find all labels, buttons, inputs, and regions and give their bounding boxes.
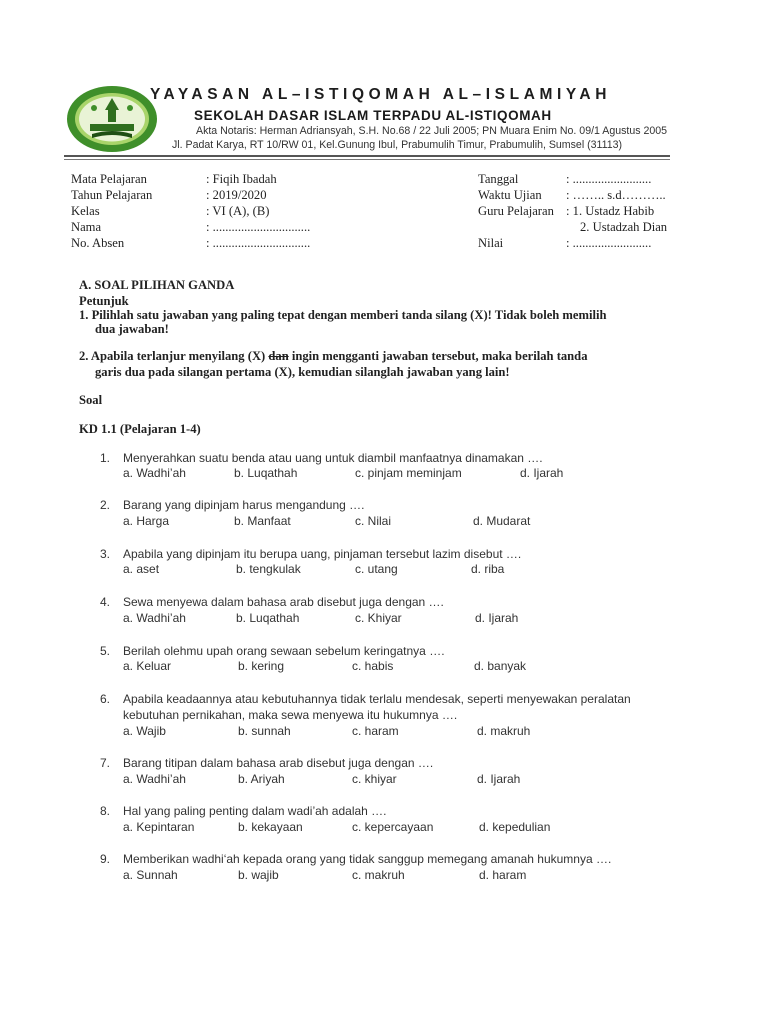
question-text: Menyerahkan suatu benda atau uang untuk diambil manfaatnya dinamakan …. bbox=[123, 451, 543, 465]
option-c[interactable]: c. Nilai bbox=[355, 514, 392, 528]
option-d[interactable]: d. banyak bbox=[474, 659, 527, 673]
question-text: Sewa menyewa dalam bahasa arab disebut juga dengan …. bbox=[123, 595, 444, 609]
question-text: Barang yang dipinjam harus mengandung …. bbox=[123, 498, 365, 512]
school-name: SEKOLAH DASAR ISLAM TERPADU AL-ISTIQOMAH bbox=[194, 108, 552, 123]
option-b[interactable]: b. Manfaat bbox=[234, 514, 291, 528]
option-a[interactable]: a. Harga bbox=[123, 514, 170, 528]
info-label: Tahun Pelajaran bbox=[71, 188, 153, 202]
question-text-cont: kebutuhan pernikahan, maka sewa menyewa itu hukumnya …. bbox=[123, 708, 458, 722]
option-a[interactable]: a. Sunnah bbox=[123, 868, 178, 882]
header-rule-thin bbox=[64, 159, 670, 160]
question-number: 6. bbox=[100, 692, 111, 706]
option-c[interactable]: c. pinjam meminjam bbox=[355, 466, 462, 480]
info-label: Tanggal bbox=[478, 172, 519, 186]
foundation-name: YAYASAN AL–ISTIQOMAH AL–ISLAMIYAH bbox=[150, 86, 612, 103]
instruction-1-cont: dua jawaban! bbox=[95, 322, 169, 336]
info-value-subject: : Fiqih Ibadah bbox=[206, 172, 277, 186]
school-address: Jl. Padat Karya, RT 10/RW 01, Kel.Gunung Ibul, Prabumulih Timur, Prabumulih, Sumsel (31113) bbox=[172, 139, 623, 151]
option-d[interactable]: d. riba bbox=[471, 562, 505, 576]
info-label: Nilai bbox=[478, 236, 504, 250]
option-d[interactable]: d. kepedulian bbox=[479, 820, 551, 834]
option-c[interactable]: c. kepercayaan bbox=[352, 820, 434, 834]
struck-word: dan bbox=[268, 349, 289, 363]
option-c[interactable]: c. haram bbox=[352, 724, 399, 738]
option-c[interactable]: c. khiyar bbox=[352, 772, 397, 786]
question-text: Hal yang paling penting dalam wadi’ah adalah …. bbox=[123, 804, 387, 818]
question-number: 1. bbox=[100, 451, 111, 465]
question-text: Memberikan wadhi‘ah kepada orang yang tidak sanggup memegang amanah hukumnya …. bbox=[123, 852, 612, 866]
option-b[interactable]: b. sunnah bbox=[238, 724, 291, 738]
teacher-2: 2. Ustadzah Dian bbox=[580, 220, 668, 234]
option-a[interactable]: a. Wadhi’ah bbox=[123, 466, 186, 480]
date-field[interactable]: : ......................... bbox=[566, 172, 652, 186]
option-b[interactable]: b. kering bbox=[238, 659, 285, 673]
option-d[interactable]: d. haram bbox=[479, 868, 527, 882]
option-a[interactable]: a. Keluar bbox=[123, 659, 172, 673]
absen-field[interactable]: : ............................... bbox=[206, 236, 311, 250]
instruction-2-pre: 2. Apabila terlanjur menyilang (X) bbox=[79, 349, 266, 363]
option-c[interactable]: c. makruh bbox=[352, 868, 405, 882]
section-title: A. SOAL PILIHAN GANDA bbox=[79, 278, 235, 292]
instruction-2 bbox=[79, 349, 588, 364]
option-d[interactable]: d. Ijarah bbox=[520, 466, 564, 480]
question-number: 5. bbox=[100, 644, 111, 658]
name-field[interactable]: : ............................... bbox=[206, 220, 311, 234]
school-logo bbox=[64, 84, 160, 154]
info-value-class: : VI (A), (B) bbox=[206, 204, 270, 218]
option-a[interactable]: a. aset bbox=[123, 562, 160, 576]
option-b[interactable]: b. Luqathah bbox=[236, 611, 300, 625]
option-a[interactable]: a. Kepintaran bbox=[123, 820, 195, 834]
option-d[interactable]: d. Ijarah bbox=[475, 611, 519, 625]
option-c[interactable]: c. habis bbox=[352, 659, 394, 673]
question-text: Apabila keadaannya atau kebutuhannya tidak terlalu mendesak, seperti menyewakan peralatan bbox=[123, 692, 631, 706]
exam-time-field[interactable]: : …….. s.d……….. bbox=[566, 188, 666, 202]
info-label: Waktu Ujian bbox=[478, 188, 542, 202]
question-text: Berilah olehmu upah orang sewaan sebelum keringatnya …. bbox=[123, 644, 445, 658]
option-c[interactable]: c. Khiyar bbox=[355, 611, 402, 625]
question-number: 2. bbox=[100, 498, 111, 512]
info-label: No. Absen bbox=[71, 236, 125, 250]
question-number: 8. bbox=[100, 804, 111, 818]
option-b[interactable]: b. wajib bbox=[238, 868, 279, 882]
instruction-2-post: ingin mengganti jawaban tersebut, maka berilah tanda bbox=[288, 349, 588, 363]
info-label: Mata Pelajaran bbox=[71, 172, 147, 186]
score-field[interactable]: : ......................... bbox=[566, 236, 652, 250]
option-a[interactable]: a. Wajib bbox=[123, 724, 166, 738]
instruction-1: 1. Pilihlah satu jawaban yang paling tepat dengan memberi tanda silang (X)! Tidak boleh memilih bbox=[79, 308, 607, 322]
teacher-1: : 1. Ustadz Habib bbox=[566, 204, 655, 218]
option-b[interactable]: b. Luqathah bbox=[234, 466, 298, 480]
notary-deed: Akta Notaris: Herman Adriansyah, S.H. No.68 / 22 Juli 2005; PN Muara Enim No. 09/1 Agustus 2005 bbox=[196, 125, 668, 137]
info-label: Nama bbox=[71, 220, 102, 234]
question-number: 3. bbox=[100, 547, 111, 561]
option-d[interactable]: d. makruh bbox=[477, 724, 531, 738]
option-d[interactable]: d. Mudarat bbox=[473, 514, 531, 528]
soal-label: Soal bbox=[79, 393, 103, 407]
info-label: Guru Pelajaran bbox=[478, 204, 554, 218]
question-number: 4. bbox=[100, 595, 111, 609]
question-text: Barang titipan dalam bahasa arab disebut juga dengan …. bbox=[123, 756, 434, 770]
option-a[interactable]: a. Wadhi’ah bbox=[123, 611, 186, 625]
petunjuk-label: Petunjuk bbox=[79, 294, 129, 308]
option-d[interactable]: d. Ijarah bbox=[477, 772, 521, 786]
logo-emblem-icon bbox=[64, 84, 160, 154]
question-number: 7. bbox=[100, 756, 111, 770]
option-a[interactable]: a. Wadhi’ah bbox=[123, 772, 186, 786]
kd-label: KD 1.1 (Pelajaran 1-4) bbox=[79, 422, 201, 436]
option-c[interactable]: c. utang bbox=[355, 562, 398, 576]
option-b[interactable]: b. Ariyah bbox=[238, 772, 285, 786]
question-number: 9. bbox=[100, 852, 111, 866]
info-label: Kelas bbox=[71, 204, 100, 218]
info-value-year: : 2019/2020 bbox=[206, 188, 267, 202]
header-rule bbox=[64, 155, 670, 157]
option-b[interactable]: b. kekayaan bbox=[238, 820, 303, 834]
instruction-2-cont: garis dua pada silangan pertama (X), kemudian silanglah jawaban yang lain! bbox=[95, 365, 510, 379]
option-b[interactable]: b. tengkulak bbox=[236, 562, 301, 576]
question-text: Apabila yang dipinjam itu berupa uang, pinjaman tersebut lazim disebut …. bbox=[123, 547, 522, 561]
